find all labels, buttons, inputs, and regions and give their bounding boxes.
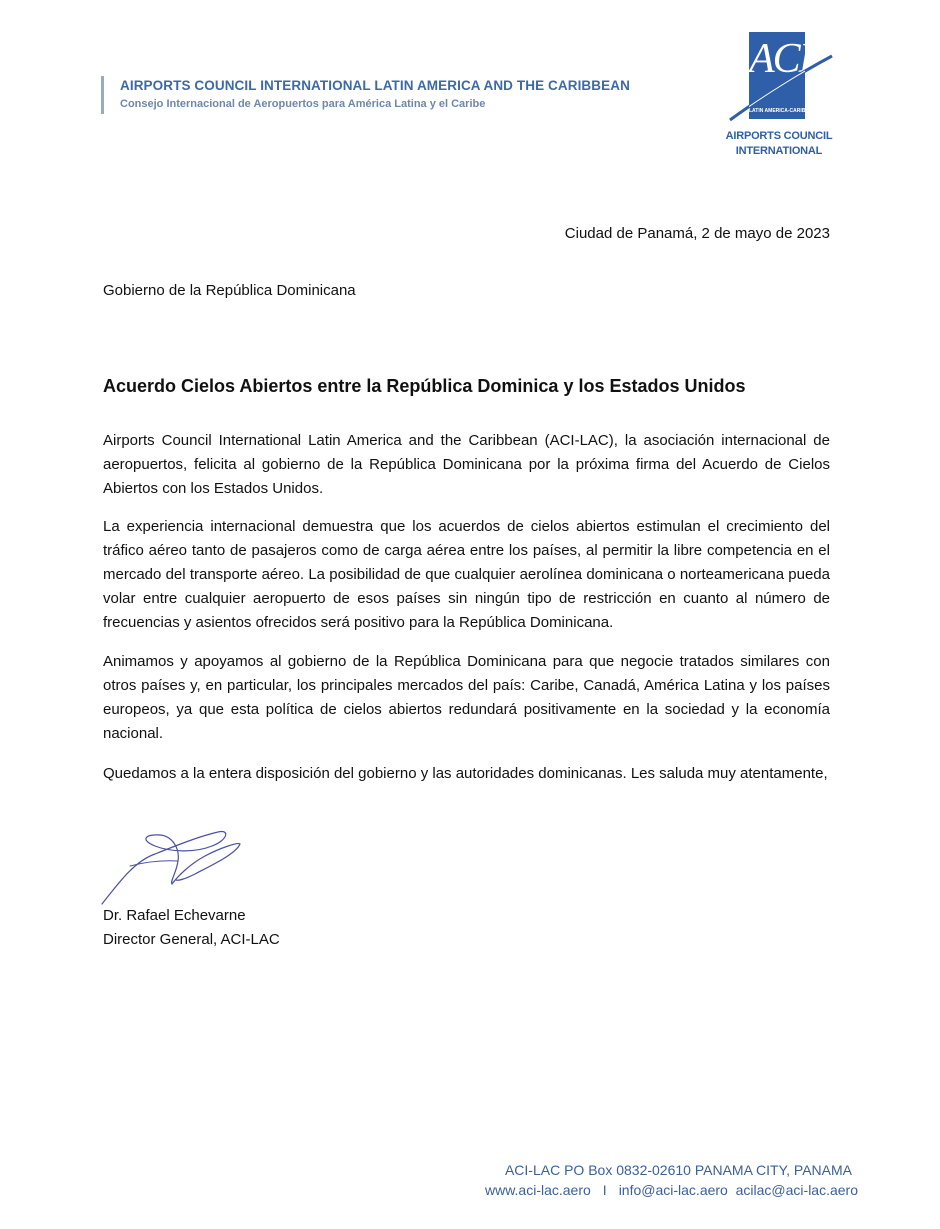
- handwritten-signature: [100, 826, 245, 906]
- letterhead-org-name-es: Consejo Internacional de Aeropuertos para América Latina y el Caribe: [120, 98, 486, 110]
- footer-email-acilac-link[interactable]: acilac@aci-lac.aero: [735, 1182, 858, 1198]
- signer-name: Dr. Rafael Echevarne: [103, 907, 246, 924]
- letter-recipient: Gobierno de la República Dominicana: [103, 282, 356, 299]
- footer-email-info-link[interactable]: info@aci-lac.aero: [618, 1182, 728, 1198]
- footer-address: ACI-LAC PO Box 0832-02610 PANAMA CITY, PANAMA: [504, 1162, 852, 1178]
- letter-date: Ciudad de Panamá, 2 de mayo de 2023: [564, 225, 830, 242]
- letterhead-divider: [101, 76, 104, 114]
- paragraph-closing: Quedamos a la entera disposición del gobierno y las autoridades dominicanas. Les saluda muy atentamente,: [103, 765, 828, 782]
- logo-line-2: INTERNATIONAL: [735, 145, 823, 157]
- logo-line-1: AIRPORTS COUNCIL: [725, 130, 833, 142]
- aci-logo: [720, 28, 838, 163]
- paragraph-1: Airports Council International Latin America and the Caribbean (ACI-LAC), la asociación internacional de aeropuertos, felicita al gobierno de la República Dominicana por la próxima firma del Acuerdo de Cielos Abiertos con los Estados Unidos.: [103, 432, 830, 497]
- paragraph-3: Animamos y apoyamos al gobierno de la República Dominicana para que negocie tratados similares con otros países y, en particular, los principales mercados del país: Caribe, Canadá, América Latina y los países europeos, ya que esta política de cielos abiertos redundará positivamente en la sociedad y la economía nacional.: [103, 653, 830, 742]
- footer-separator: I: [602, 1182, 607, 1198]
- footer-contacts: [485, 1182, 858, 1198]
- letter-subject: Acuerdo Cielos Abiertos entre la República Dominica y los Estados Unidos: [103, 376, 746, 396]
- signer-title: Director General, ACI-LAC: [103, 931, 280, 948]
- footer-website-link[interactable]: www.aci-lac.aero: [484, 1182, 591, 1198]
- logo-swoosh-icon: [720, 28, 838, 163]
- letterhead-org-name-en: AIRPORTS COUNCIL INTERNATIONAL LATIN AMERICA AND THE CARIBBEAN: [120, 78, 630, 93]
- logo-letters: ACI: [749, 36, 811, 82]
- paragraph-2: La experiencia internacional demuestra que los acuerdos de cielos abiertos estimulan el crecimiento del tráfico aéreo tanto de pasajeros como de carga aérea entre los países, al permitir la libre competencia en el mercado del transporte aéreo. La posibilidad de que cualquier aerolínea dominicana o norteamericana pueda volar entre cualquier aeropuerto de esos países sin ningún tipo de restricción en cuanto al número de frecuencias y asientos ofrecidos será positivo para la República Dominicana.: [103, 518, 830, 631]
- logo-region: LATIN AMERICA-CARIBBEAN: [749, 108, 820, 114]
